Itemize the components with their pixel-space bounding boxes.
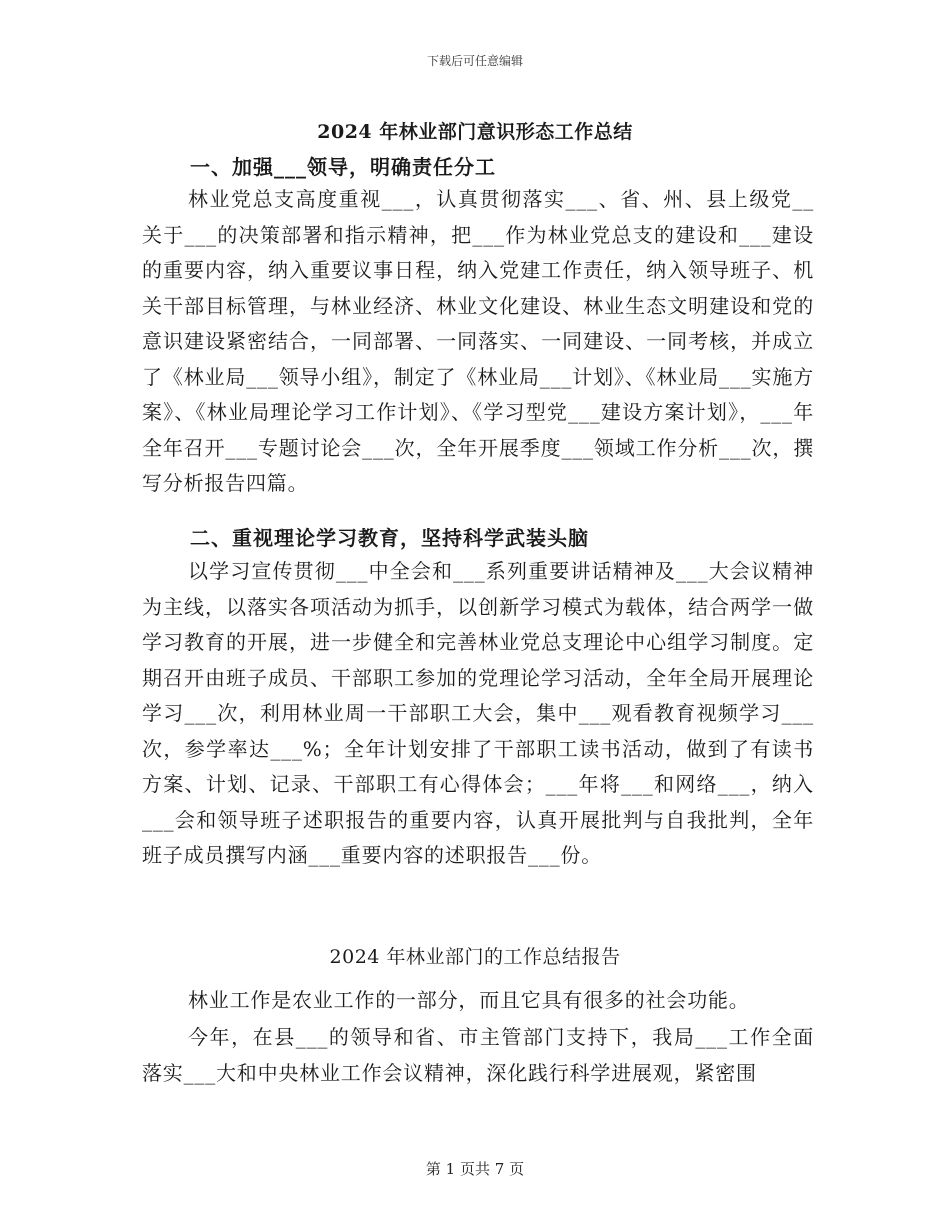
section-heading-2: 二、重视理论学习教育，坚持科学武装头脑 xyxy=(190,526,589,550)
section-2-paragraph: 以学习宣传贯彻___中全会和___系列重要讲话精神及___大会议精神为主线，以落实各项活动为抓手，以创新学习模式为载体，结合两学一做学习教育的开展，进一步健全和完善林业党总支理论中心组学习制度。定期召开由班子成员、干部职工参加的党理论学习活动，全年全局开展理论学习___次，利用林业周一干部职工大会，集中___观看教育视频学习___次，参学率达___%；全年计划安排了干部职工读书活动，做到了有读书方案、计划、记录、干部职工有心得体会；___年将___和网络___，纳入___会和领导班子述职报告的重要内容，认真开展批判与自我批判，全年班子成员撰写内涵___重要内容的述职报告___份。 xyxy=(142,559,814,867)
document-title: 2024 年林业部门意识形态工作总结 xyxy=(317,121,633,143)
report-paragraph-1: 林业工作是农业工作的一部分，而且它具有很多的社会功能。 xyxy=(188,988,750,1012)
header-note: 下载后可任意编辑 xyxy=(426,54,523,68)
report-title: 2024 年林业部门的工作总结报告 xyxy=(329,946,621,968)
section-1-paragraph: 林业党总支高度重视___，认真贯彻落实___、省、州、县上级党__关于___的决策部署和指示精神，把___作为林业党总支的建设和___建设的重要内容，纳入重要议事日程，纳入党建工作责任，纳入领导班子、机关干部目标管理，与林业经济、林业文化建设、林业生态文明建设和党的意识建设紧密结合，一同部署、一同落实、一同建设、一同考核，并成立了《林业局___领导小组》，制定了《林业局___计划》、《林业局___实施方案》、《林业局理论学习工作计划》、《学习型党___建设方案计划》，___年全年召开___专题讨论会___次，全年开展季度___领域工作分析___次，撰写分析报告四篇。 xyxy=(142,187,814,495)
page-footer: 第 1 页共 7 页 xyxy=(425,1160,525,1178)
report-paragraph-2: 今年，在县___的领导和省、市主管部门支持下，我局___工作全面落实___大和中央林业工作会议精神，深化践行科学进展观，紧密围 xyxy=(142,1025,814,1085)
section-heading-1: 一、加强___领导，明确责任分工 xyxy=(190,155,496,179)
